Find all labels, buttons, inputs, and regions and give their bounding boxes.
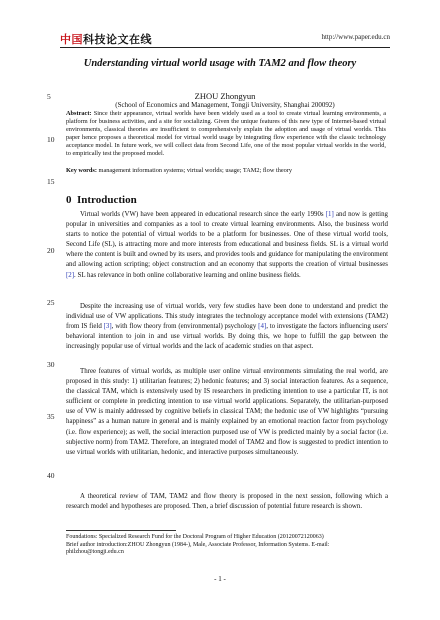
keywords xyxy=(66,167,386,175)
paragraph-text: Virtual worlds (VW) have been appeared in educational research since the early 1990s xyxy=(80,211,326,218)
paper-title: Understanding virtual world usage with TAM2 and flow theory xyxy=(83,58,357,69)
keywords-text: management information systems; virtual worlds; usage; TAM2; flow theory xyxy=(96,167,293,174)
citation-link[interactable]: [3] xyxy=(103,323,112,331)
logo-red-text: 中国 xyxy=(60,33,83,46)
footnote-author: Brief author introduction:ZHOU Zhongyun (1984-), Male, Associate Professor, Information Systems. E-mail: philzhou@tongji.edu.cn xyxy=(66,541,330,555)
paragraph-text: Despite the increasing use of virtual worlds, very few studies have been done to understand and predict the individual use of VW applications. This study integrates the technology acceptance model with extensions (TAM2) from IS field xyxy=(66,303,388,331)
footnote-rule xyxy=(66,530,176,531)
footnote xyxy=(66,534,388,557)
abstract xyxy=(66,110,386,158)
line-number: 30 xyxy=(47,360,55,369)
site-url[interactable]: http://www.paper.edu.cn xyxy=(321,33,390,41)
citation-link[interactable]: [2] xyxy=(66,271,75,279)
line-number: 35 xyxy=(47,412,55,421)
paper-affiliation: (School of Economics and Management, Tongji University, Shanghai 200092) xyxy=(115,101,335,109)
paragraph-2 xyxy=(66,302,388,352)
paragraph-text: . SL has relevance in both online collaborative learning and online business fields. xyxy=(74,271,301,279)
line-number: 15 xyxy=(47,177,55,186)
site-logo[interactable] xyxy=(60,31,152,47)
section-heading xyxy=(66,194,137,206)
paragraph-text: , with flow theory from (environmental) psychology xyxy=(111,323,259,331)
section-title: Introduction xyxy=(77,194,137,206)
page-header xyxy=(60,31,390,45)
line-number: 40 xyxy=(47,471,55,480)
paragraph-1 xyxy=(66,210,388,281)
abstract-label: Abstract: xyxy=(66,110,92,117)
line-number: 5 xyxy=(47,92,51,101)
header-rule xyxy=(60,47,390,48)
paragraph-text: , to investigate the factors influencing users' behavioral intention to join in and use virtual worlds. By doing this, we hope to fulfill the gap between the increasingly popular use of virtual worlds and the lack of academic studies on that aspect. xyxy=(66,323,388,351)
keywords-label: Key words: xyxy=(66,167,97,174)
citation-link[interactable]: [4] xyxy=(258,323,267,331)
line-number: 20 xyxy=(47,246,55,255)
paper-author: ZHOU Zhongyun xyxy=(194,91,256,101)
page-number: - 1 - xyxy=(214,575,226,583)
paragraph-4: A theoretical review of TAM, TAM2 and flow theory is proposed in the next session, following which a research model and hypotheses are proposed. Then, a brief discussion of potential future research is shown. xyxy=(66,493,388,511)
section-number: 0 xyxy=(66,194,72,206)
abstract-text: Since their appearance, virtual worlds have been widely used as a tool to create virtual learning environments, a platform for business activities, and a site for socializing. Given the unique features of this new type of Internet-based virtual environments, classical theories are insufficient to comprehensively explain the adoption and usage of virtual worlds. This paper hence proposes a theoretical model for virtual world usage by integrating flow experience with the classic technology acceptance model. In future work, we will collect data from Second Life, one of the most popular virtual worlds in the world, to empirically test the proposed model. xyxy=(66,110,386,157)
line-number: 10 xyxy=(47,135,55,144)
footnote-foundations: Foundations: Specialized Research Fund for the Doctoral Program of Higher Education (20120072120063) xyxy=(66,534,324,540)
logo-black-text: 科技论文在线 xyxy=(83,33,152,46)
paragraph-text: and now is getting popular in universities and companies as a tool to create virtual learning environments. Also, the business world starts to notice the potential of virtual worlds to be a platform for businesses. One of these virtual world tools, Second Life (SL), is attracting more and more interests from educational and business fields. SL is a virtual world where the content is built and owned by its users, and provides tools and guidance for manipulating the environment and allowing action scripting; object construction and an economy that supports the creation of virtual businesses xyxy=(66,211,388,269)
line-number: 25 xyxy=(47,298,55,307)
citation-link[interactable]: [1] xyxy=(325,211,334,218)
paragraph-3: Three features of virtual worlds, as multiple user online virtual environments simulating the real world, are proposed in this study: 1) utilitarian features; 2) hedonic features; and 3) social interaction features. As a sequence, the classical TAM, which is extensively used by IS researchers in predicting intention to use a particular IT, is not sufficient or complete in predicting intention to use virtual world applications. Separately, the utilitarian-purposed use of VW is mainly addressed by cognitive beliefs in classical TAM; the hedonic use of VW highlights “pursuing happiness” as a human nature in general and is mainly explained by an emotional reaction factor from psychology (i.e. flow experience); as well, the social interaction purposed use of VW is predicted mainly by a social factor (i.e. subjective norm) from TAM2. Therefore, an integrated model of TAM2 and flow is suggested to predict intention to use virtual worlds with utilitarian, hedonic, and interactive purposes simultaneously. xyxy=(66,368,388,456)
